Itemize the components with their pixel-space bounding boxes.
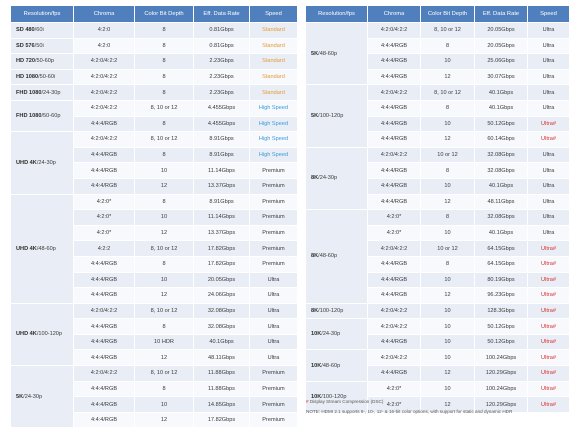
speed-cell: Ultra: [250, 288, 298, 304]
header-bit-depth: Color Bit Depth: [421, 6, 475, 23]
bit-depth-cell: 10: [421, 319, 475, 335]
data-rate-cell: 25.06Gbps: [475, 54, 528, 70]
bit-depth-cell: 8: [135, 23, 194, 39]
bit-depth-cell: 10 HDR: [135, 334, 194, 350]
resolution-cell: [306, 381, 368, 412]
bit-depth-cell: 12: [135, 178, 194, 194]
speed-cell: Premium: [250, 412, 298, 428]
bit-depth-cell: 8, 10 or 12: [135, 132, 194, 148]
chroma-cell: 4:4:4/RGB: [368, 288, 421, 304]
bit-depth-cell: 8: [135, 85, 194, 101]
resolution-name: 5K: [311, 113, 319, 120]
chroma-cell: 4:4:4/RGB: [368, 69, 421, 85]
bit-depth-cell: 10: [421, 178, 475, 194]
table-row: [306, 381, 570, 397]
speed-cell: Premium: [250, 225, 298, 241]
bit-depth-cell: 10 or 12: [421, 241, 475, 257]
bit-depth-cell: 12: [421, 397, 475, 413]
chroma-cell: 4:4:4/RGB: [368, 100, 421, 116]
data-rate-cell: 100.24Gbps: [475, 350, 528, 366]
header-bit-depth: Color Bit Depth: [135, 6, 194, 23]
speed-cell: Premium: [250, 366, 298, 382]
header-chroma: Chroma: [368, 6, 421, 23]
data-rate-cell: 4.455Gbps: [194, 100, 250, 116]
chroma-cell: 4:4:4/RGB: [368, 178, 421, 194]
data-rate-cell: 32.08Gbps: [475, 210, 528, 226]
bit-depth-cell: 8: [421, 256, 475, 272]
chroma-cell: 4:2:0/4:2:2: [74, 303, 135, 319]
resolution-fps: /48-60p: [321, 362, 341, 369]
chroma-cell: 4:4:4/RGB: [74, 272, 135, 288]
data-rate-cell: 30.07Gbps: [475, 69, 528, 85]
bit-depth-cell: 8: [135, 116, 194, 132]
data-rate-cell: 11.14Gbps: [194, 210, 250, 226]
bit-depth-cell: 10: [421, 303, 475, 319]
speed-cell: Ultra: [528, 100, 570, 116]
speed-cell: Ultra: [528, 38, 570, 54]
chroma-cell: 4:4:4/RGB: [74, 350, 135, 366]
chroma-cell: 4:4:4/RGB: [74, 178, 135, 194]
resolution-fps: /48-60p: [318, 50, 338, 57]
data-rate-cell: 50.12Gbps: [475, 319, 528, 335]
bit-depth-cell: 8, 10 or 12: [135, 100, 194, 116]
table-row: [11, 303, 298, 319]
resolution-cell: [11, 132, 74, 194]
resolution-cell: [11, 38, 74, 54]
resolution-cell: [11, 194, 74, 303]
speed-cell: Ultra#: [528, 397, 570, 413]
data-rate-cell: 80.19Gbps: [475, 272, 528, 288]
table-row: [306, 147, 570, 163]
resolution-name: UHD 4K: [16, 331, 37, 338]
speed-cell: Ultra#: [528, 366, 570, 382]
data-rate-cell: 50.12Gbps: [475, 334, 528, 350]
bit-depth-cell: 10: [135, 272, 194, 288]
data-rate-cell: 128.3Gbps: [475, 303, 528, 319]
table-row: [11, 85, 298, 101]
header-speed: Speed: [250, 6, 298, 23]
chroma-cell: 4:4:4/RGB: [368, 194, 421, 210]
speed-cell: Premium: [250, 381, 298, 397]
bit-depth-cell: 12: [421, 132, 475, 148]
speed-cell: Ultra#: [528, 288, 570, 304]
resolution-fps: /100-120p: [321, 393, 347, 400]
table-row: [306, 303, 570, 319]
chroma-cell: 4:2:0/4:2:2: [368, 85, 421, 101]
resolution-name: 10K: [311, 362, 322, 369]
data-rate-cell: 100.24Gbps: [475, 381, 528, 397]
header-speed: Speed: [528, 6, 570, 23]
resolution-cell: [306, 147, 368, 209]
resolution-cell: [11, 100, 74, 131]
data-rate-cell: 0.81Gbps: [194, 23, 250, 39]
bit-depth-cell: 10: [421, 54, 475, 70]
chroma-cell: 4:4:4/RGB: [368, 366, 421, 382]
table-row: [306, 350, 570, 366]
chroma-cell: 4:4:4/RGB: [74, 256, 135, 272]
speed-cell: Standard: [250, 38, 298, 54]
resolution-name: UHD 4K: [16, 245, 37, 252]
data-rate-cell: 40.1Gbps: [475, 178, 528, 194]
chroma-cell: 4:2:0/4:2:2: [74, 366, 135, 382]
data-rate-cell: 32.08Gbps: [194, 319, 250, 335]
bit-depth-cell: 12: [135, 225, 194, 241]
data-rate-cell: 4.455Gbps: [194, 116, 250, 132]
table-row: [11, 54, 298, 70]
resolution-fps: /24-30p: [321, 331, 341, 338]
bit-depth-cell: 8: [135, 194, 194, 210]
resolution-name: HD 1080: [16, 74, 39, 81]
chroma-cell: 4:4:4/RGB: [74, 116, 135, 132]
speed-cell: Ultra: [528, 69, 570, 85]
bit-depth-cell: 8: [421, 38, 475, 54]
resolution-fps: /100-120p: [36, 331, 63, 338]
speed-cell: Premium: [250, 178, 298, 194]
chroma-cell: 4:4:4/RGB: [368, 132, 421, 148]
bit-depth-cell: 10 or 12: [421, 147, 475, 163]
resolution-cell: [11, 69, 74, 85]
bit-depth-cell: 10: [421, 334, 475, 350]
speed-cell: Standard: [250, 54, 298, 70]
bit-depth-cell: 10: [135, 397, 194, 413]
data-rate-cell: 50.12Gbps: [475, 116, 528, 132]
speed-cell: Ultra: [528, 178, 570, 194]
bit-depth-cell: 8: [421, 210, 475, 226]
speed-cell: Ultra: [250, 334, 298, 350]
chroma-cell: 4:2:0/4:2:2: [74, 85, 135, 101]
resolution-fps: /50-60p: [41, 113, 61, 120]
resolution-name: 5K: [16, 393, 24, 400]
bit-depth-cell: 10: [421, 272, 475, 288]
speed-cell: Ultra#: [528, 350, 570, 366]
resolution-cell: [11, 85, 74, 101]
chroma-cell: 4:2:2: [74, 241, 135, 257]
bit-depth-cell: 10: [135, 163, 194, 179]
table-row: [11, 23, 298, 39]
header-chroma: Chroma: [74, 6, 135, 23]
speed-cell: High Speed: [250, 116, 298, 132]
chroma-cell: 4:4:4/RGB: [368, 163, 421, 179]
table-header-row: [306, 6, 570, 23]
header-resolution: Resolution/fps: [306, 6, 368, 23]
data-rate-cell: 2.23Gbps: [194, 69, 250, 85]
resolution-name: UHD 4K: [16, 159, 37, 166]
resolution-cell: [306, 350, 368, 381]
bit-depth-cell: 8: [135, 319, 194, 335]
data-rate-cell: 11.14Gbps: [194, 163, 250, 179]
speed-cell: Standard: [250, 85, 298, 101]
data-rate-cell: 40.1Gbps: [475, 85, 528, 101]
bit-depth-cell: 12: [135, 350, 194, 366]
resolution-name: 5K: [311, 50, 319, 57]
speed-cell: Ultra: [528, 54, 570, 70]
speed-cell: High Speed: [250, 147, 298, 163]
speed-cell: Premium: [250, 256, 298, 272]
speed-cell: Ultra: [528, 85, 570, 101]
resolution-name: FHD 1080: [16, 113, 42, 120]
resolution-fps: /24-30p: [23, 393, 43, 400]
data-rate-cell: 40.1Gbps: [475, 100, 528, 116]
data-rate-cell: 64.15Gbps: [475, 241, 528, 257]
data-rate-cell: 20.05Gbps: [194, 272, 250, 288]
bit-depth-cell: 8: [135, 147, 194, 163]
resolution-fps: /50-60i: [38, 74, 56, 81]
speed-cell: Ultra#: [528, 116, 570, 132]
bit-depth-cell: 8, 10 or 12: [421, 23, 475, 39]
speed-cell: Ultra#: [528, 256, 570, 272]
chroma-cell: 4:4:4/RGB: [74, 147, 135, 163]
bit-depth-cell: 8: [135, 256, 194, 272]
resolution-cell: [11, 366, 74, 428]
bit-depth-cell: 8, 10 or 12: [135, 303, 194, 319]
bit-depth-cell: 8: [135, 38, 194, 54]
chroma-cell: 4:2:0: [74, 38, 135, 54]
data-rate-cell: 40.1Gbps: [194, 334, 250, 350]
bit-depth-cell: 12: [421, 69, 475, 85]
chroma-cell: 4:4:4/RGB: [74, 163, 135, 179]
footnote-note: NOTE: HDMI 2.1 supports 8-, 10-, 12- & 16-bit color options, with support for static and dynamic HDR: [306, 409, 513, 414]
speed-cell: Ultra#: [528, 334, 570, 350]
data-rate-cell: 32.08Gbps: [475, 163, 528, 179]
table-row: [11, 38, 298, 54]
data-rate-cell: 20.05Gbps: [475, 23, 528, 39]
bit-depth-cell: 8, 10 or 12: [421, 85, 475, 101]
footnote-dsc: [306, 399, 383, 404]
speed-cell: Ultra#: [528, 132, 570, 148]
spec-table-left: [10, 5, 298, 428]
speed-cell: Ultra#: [528, 241, 570, 257]
speed-cell: Ultra: [528, 210, 570, 226]
bit-depth-cell: 8: [421, 163, 475, 179]
data-rate-cell: 96.23Gbps: [475, 288, 528, 304]
data-rate-cell: 32.08Gbps: [475, 147, 528, 163]
speed-cell: Standard: [250, 69, 298, 85]
resolution-name: SD 480: [16, 27, 35, 34]
speed-cell: Ultra: [528, 23, 570, 39]
chroma-cell: 4:2:0/4:2:2: [74, 100, 135, 116]
data-rate-cell: 8.91Gbps: [194, 132, 250, 148]
table-row: [306, 319, 570, 335]
data-rate-cell: 48.11Gbps: [194, 350, 250, 366]
speed-cell: Premium: [250, 397, 298, 413]
resolution-fps: /50i: [34, 42, 44, 49]
bit-depth-cell: 12: [421, 366, 475, 382]
speed-cell: Ultra#: [528, 272, 570, 288]
data-rate-cell: 24.06Gbps: [194, 288, 250, 304]
data-rate-cell: 13.37Gbps: [194, 178, 250, 194]
table-body-right: [306, 23, 570, 413]
chroma-cell: 4:2:0: [74, 23, 135, 39]
chroma-cell: 4:4:4/RGB: [368, 272, 421, 288]
header-data-rate: Eff. Data Rate: [475, 6, 528, 23]
resolution-cell: [11, 303, 74, 365]
resolution-cell: [306, 319, 368, 350]
chroma-cell: 4:2:0*: [368, 381, 421, 397]
chroma-cell: 4:4:4/RGB: [74, 319, 135, 335]
chroma-cell: 4:4:4/RGB: [368, 38, 421, 54]
data-rate-cell: 0.81Gbps: [194, 38, 250, 54]
resolution-name: HD 720: [16, 58, 35, 65]
bit-depth-cell: 8: [135, 381, 194, 397]
chroma-cell: 4:2:0/4:2:2: [368, 319, 421, 335]
resolution-cell: [306, 23, 368, 85]
chroma-cell: 4:2:0/4:2:2: [368, 303, 421, 319]
table-row: [306, 23, 570, 39]
speed-cell: Ultra#: [528, 381, 570, 397]
data-rate-cell: 40.1Gbps: [475, 225, 528, 241]
chroma-cell: 4:4:4/RGB: [74, 412, 135, 428]
resolution-fps: /24-30p: [318, 175, 338, 182]
chroma-cell: 4:2:0/4:2:2: [368, 23, 421, 39]
resolution-fps: /50-60p: [34, 58, 54, 65]
chroma-cell: 4:4:4/RGB: [74, 381, 135, 397]
table-row: [11, 100, 298, 116]
data-rate-cell: 11.88Gbps: [194, 366, 250, 382]
chroma-cell: 4:2:0/4:2:2: [74, 54, 135, 70]
speed-cell: High Speed: [250, 100, 298, 116]
resolution-fps: /24-30p: [36, 159, 56, 166]
data-rate-cell: 17.82Gbps: [194, 241, 250, 257]
bit-depth-cell: 8: [135, 69, 194, 85]
chroma-cell: 4:2:0*: [368, 225, 421, 241]
chroma-cell: 4:4:4/RGB: [368, 116, 421, 132]
resolution-name: 8K: [311, 175, 319, 182]
chroma-cell: 4:2:0/4:2:2: [368, 241, 421, 257]
speed-cell: High Speed: [250, 132, 298, 148]
chroma-cell: 4:4:4/RGB: [74, 334, 135, 350]
speed-cell: Ultra#: [528, 303, 570, 319]
data-rate-cell: 11.88Gbps: [194, 381, 250, 397]
resolution-cell: [306, 303, 368, 319]
data-rate-cell: 17.82Gbps: [194, 256, 250, 272]
data-rate-cell: 2.23Gbps: [194, 85, 250, 101]
data-rate-cell: 32.08Gbps: [194, 303, 250, 319]
data-rate-cell: 2.23Gbps: [194, 54, 250, 70]
resolution-name: 10K: [311, 331, 322, 338]
speed-cell: Ultra: [250, 272, 298, 288]
header-resolution: Resolution/fps: [11, 6, 74, 23]
speed-cell: Standard: [250, 23, 298, 39]
table-row: [11, 132, 298, 148]
chroma-cell: 4:2:0*: [368, 210, 421, 226]
speed-cell: Ultra: [250, 319, 298, 335]
speed-cell: Ultra: [528, 163, 570, 179]
table-row: [306, 210, 570, 226]
data-rate-cell: 8.91Gbps: [194, 147, 250, 163]
data-rate-cell: 120.29Gbps: [475, 397, 528, 413]
speed-cell: Ultra: [528, 225, 570, 241]
bit-depth-cell: 8: [421, 100, 475, 116]
speed-cell: Premium: [250, 194, 298, 210]
resolution-name: SD 576: [16, 42, 35, 49]
speed-cell: Premium: [250, 163, 298, 179]
resolution-cell: [11, 23, 74, 39]
table-body-left: [11, 23, 298, 428]
bit-depth-cell: 10: [135, 210, 194, 226]
resolution-fps: /24-30p: [41, 89, 61, 96]
resolution-cell: [306, 85, 368, 147]
resolution-fps: /100-120p: [318, 307, 344, 314]
speed-cell: Premium: [250, 241, 298, 257]
chroma-cell: 4:4:4/RGB: [368, 256, 421, 272]
bit-depth-cell: 12: [135, 288, 194, 304]
speed-cell: Ultra: [528, 194, 570, 210]
bit-depth-cell: 12: [421, 194, 475, 210]
data-rate-cell: 64.15Gbps: [475, 256, 528, 272]
resolution-fps: /48-60p: [36, 245, 56, 252]
data-rate-cell: 120.29Gbps: [475, 366, 528, 382]
table-header-row: [11, 6, 298, 23]
bit-depth-cell: 12: [135, 412, 194, 428]
bit-depth-cell: 12: [421, 288, 475, 304]
resolution-name: 8K: [311, 253, 319, 260]
resolution-name: 8K: [311, 307, 319, 314]
chroma-cell: 4:2:0/4:2:2: [74, 69, 135, 85]
resolution-fps: /60i: [34, 27, 44, 34]
speed-cell: Ultra: [528, 147, 570, 163]
table-row: [11, 366, 298, 382]
header-data-rate: Eff. Data Rate: [194, 6, 250, 23]
resolution-fps: /100-120p: [318, 113, 344, 120]
chroma-cell: 4:2:0*: [74, 225, 135, 241]
table-row: [11, 194, 298, 210]
speed-cell: Ultra#: [528, 319, 570, 335]
data-rate-cell: 20.05Gbps: [475, 38, 528, 54]
chroma-cell: 4:4:4/RGB: [368, 54, 421, 70]
resolution-cell: [306, 210, 368, 304]
bit-depth-cell: 10: [421, 350, 475, 366]
bit-depth-cell: 10: [421, 116, 475, 132]
bit-depth-cell: 8, 10 or 12: [135, 366, 194, 382]
data-rate-cell: 13.37Gbps: [194, 225, 250, 241]
chroma-cell: 4:2:0*: [74, 194, 135, 210]
data-rate-cell: 8.91Gbps: [194, 194, 250, 210]
table-row: [11, 69, 298, 85]
footnote-dsc-text: Display Stream Compression (DSC): [308, 399, 384, 404]
data-rate-cell: 60.14Gbps: [475, 132, 528, 148]
chroma-cell: 4:2:0/4:2:2: [368, 147, 421, 163]
speed-cell: Ultra: [250, 350, 298, 366]
chroma-cell: 4:4:4/RGB: [368, 334, 421, 350]
footnote-mark: #: [306, 399, 309, 404]
chroma-cell: 4:2:0/4:2:2: [368, 350, 421, 366]
chroma-cell: 4:4:4/RGB: [74, 397, 135, 413]
data-rate-cell: 48.11Gbps: [475, 194, 528, 210]
resolution-name: 10K: [311, 393, 322, 400]
chroma-cell: 4:2:0/4:2:2: [74, 132, 135, 148]
spec-table-right: [305, 5, 570, 413]
bit-depth-cell: 10: [421, 381, 475, 397]
bit-depth-cell: 8, 10 or 12: [135, 241, 194, 257]
bit-depth-cell: 8: [135, 54, 194, 70]
table-row: [306, 85, 570, 101]
chroma-cell: 4:2:0*: [74, 210, 135, 226]
resolution-cell: [11, 54, 74, 70]
chroma-cell: 4:4:4/RGB: [74, 288, 135, 304]
speed-cell: Premium: [250, 210, 298, 226]
bit-depth-cell: 10: [421, 225, 475, 241]
data-rate-cell: 14.85Gbps: [194, 397, 250, 413]
resolution-name: FHD 1080: [16, 89, 42, 96]
data-rate-cell: 17.82Gbps: [194, 412, 250, 428]
chroma-cell: 4:2:0*: [368, 397, 421, 413]
speed-cell: Ultra: [250, 303, 298, 319]
resolution-fps: /48-60p: [318, 253, 338, 260]
